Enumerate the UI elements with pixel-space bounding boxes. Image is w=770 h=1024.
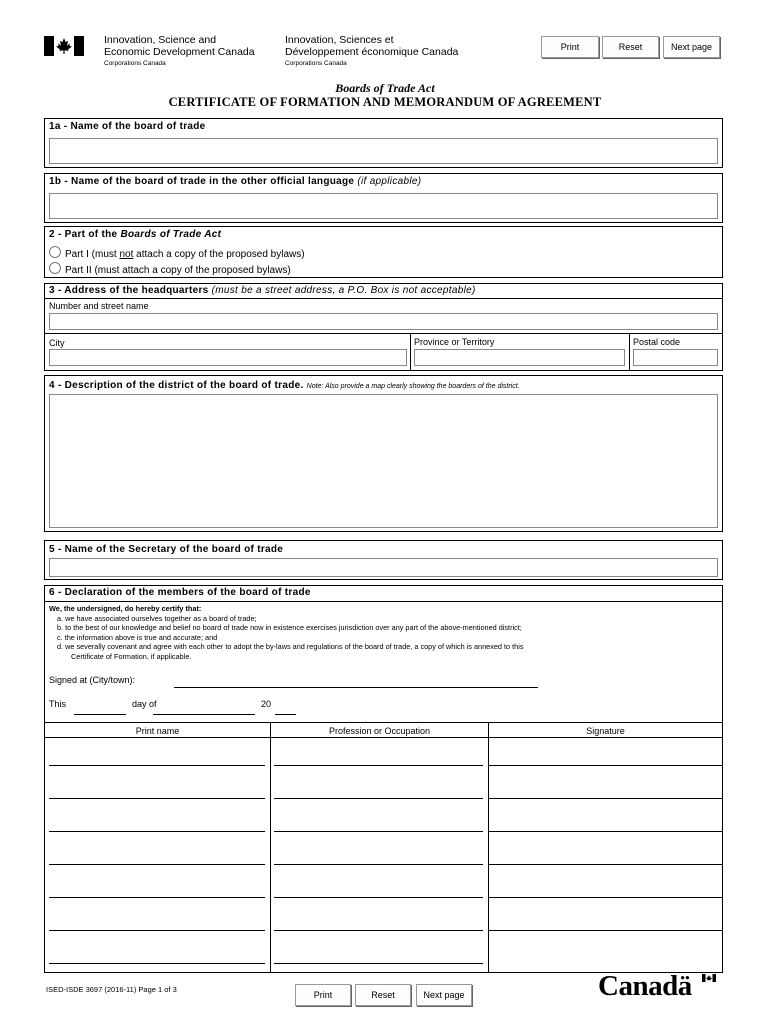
form-identifier: ISED-ISDE 3697 (2016-11) Page 1 of 3 [46,985,177,994]
column-header-signature: Signature [586,726,625,736]
section-4 [44,375,723,532]
canada-wordmark-text: Canadä [598,970,692,1002]
table-header-divider [45,737,722,738]
part-one-label-not: not [119,249,134,260]
part-one-label-a: Part I (must [65,249,120,260]
province-postal-divider [629,333,630,370]
postal-code-label: Postal code [633,337,681,347]
year-field[interactable] [275,714,296,715]
declaration-d2: Certificate of Formation, if applicable. [71,651,192,661]
month-field[interactable] [153,714,255,715]
occupation-field-3[interactable] [274,831,483,832]
table-col-divider-1 [270,722,271,972]
section-4-note: Note: Also provide a map clearly showing the boarders of the district. [306,383,520,390]
secretary-name-field[interactable] [49,558,718,577]
department-name-en [104,34,255,68]
section-2-title: 2 - Part of the [49,229,121,240]
reset-button[interactable]: Reset [602,36,659,58]
declaration-intro: We, the undersigned, do hereby certify that: [49,604,202,613]
district-description-field[interactable] [49,394,718,528]
section-5 [44,540,723,580]
section-1b-title: 1b - Name of the board of trade in the other official language [49,176,355,187]
signature-row-divider-6[interactable] [488,930,722,931]
section-4-title: 4 - Description of the district of the board of trade. [49,380,304,391]
city-label: City [49,338,65,348]
signature-row-divider-3[interactable] [488,831,722,832]
section-1b [44,173,723,223]
city-field[interactable] [49,349,407,366]
street-label: Number and street name [49,301,149,311]
occupation-field-5[interactable] [274,897,483,898]
print-name-field-1[interactable] [49,765,265,766]
dept-fr-sub: Corporations Canada [285,60,347,67]
province-field[interactable] [414,349,625,366]
section-6 [44,585,723,973]
this-label: This [49,699,67,709]
board-name-other-language-field[interactable] [49,193,718,219]
column-header-name: Print name [135,726,180,736]
year-prefix-label: 20 [261,699,272,709]
occupation-field-7[interactable] [274,963,483,964]
table-col-divider-2 [488,722,489,972]
part-two-option[interactable] [49,262,291,276]
section-3 [44,283,723,371]
signed-at-field[interactable] [174,687,538,688]
footer-reset-button[interactable]: Reset [355,984,411,1006]
occupation-field-1[interactable] [274,765,483,766]
print-name-field-7[interactable] [49,963,265,964]
day-field[interactable] [74,714,126,715]
postal-code-field[interactable] [633,349,718,366]
print-name-field-2[interactable] [49,798,265,799]
part-two-radio[interactable] [49,262,61,274]
next-page-button[interactable]: Next page [663,36,720,58]
province-label: Province or Territory [414,337,495,347]
section-2-act: Boards of Trade Act [120,229,222,240]
board-name-field[interactable] [49,138,718,164]
signature-row-divider-2[interactable] [488,798,722,799]
footer-next-page-button[interactable]: Next page [416,984,472,1006]
department-name-fr [285,34,458,68]
table-top-border [45,722,722,723]
section-1b-heading [45,174,722,189]
declaration-d1: d. we severally covenant and agree with each other to adopt the by-laws and regulations of the board of trade, a copy of which is annexed to this [57,642,524,651]
print-name-field-5[interactable] [49,897,265,898]
section-3-divider-2 [45,333,722,334]
dept-en-sub: Corporations Canada [104,60,166,67]
day-of-label: day of [132,699,157,709]
part-one-option[interactable] [49,246,305,260]
column-header-occupation: Profession or Occupation [328,726,431,736]
section-2-heading [45,227,722,242]
section-5-heading: 5 - Name of the Secretary of the board of trade [49,544,284,555]
part-two-label: Part II (must attach a copy of the proposed bylaws) [65,265,291,276]
wordmark-flag-icon [702,974,716,982]
occupation-field-2[interactable] [274,798,483,799]
section-1b-note: (if applicable) [357,176,422,187]
dept-fr-line2: Développement économique Canada [285,46,459,58]
print-name-field-3[interactable] [49,831,265,832]
canada-flag-icon [44,36,84,61]
street-field[interactable] [49,313,718,330]
section-3-title: 3 - Address of the headquarters [49,285,209,296]
section-1a-heading: 1a - Name of the board of trade [49,121,206,132]
declaration-text [49,604,717,661]
section-2 [44,226,723,278]
section-1a [44,118,723,168]
declaration-c: c. the information above is true and accurate; and [57,632,218,642]
part-one-label-c: attach a copy of the proposed bylaws) [133,249,305,260]
section-3-note: (must be a street address, a P.O. Box is not acceptable) [211,285,476,296]
signed-at-label: Signed at (City/town): [49,675,136,685]
declaration-b: b. to the best of our knowledge and belief no board of trade now in existence exercises jurisdiction over any part of the above-mentioned district; [57,623,522,632]
dept-fr-line1: Innovation, Sciences et [285,34,394,46]
signature-row-divider-1[interactable] [488,765,722,766]
city-province-divider [410,333,411,370]
print-name-field-4[interactable] [49,864,265,865]
section-4-heading [45,376,722,393]
occupation-field-4[interactable] [274,864,483,865]
section-6-heading: 6 - Declaration of the members of the board of trade [49,587,311,598]
declaration-a: a. we have associated ourselves together as a board of trade; [57,613,257,623]
section-3-divider [45,298,722,299]
canada-wordmark [598,970,692,1003]
dept-en-line2: Economic Development Canada [104,46,255,58]
signature-row-divider-4[interactable] [488,864,722,865]
occupation-field-6[interactable] [274,930,483,931]
signature-row-divider-5[interactable] [488,897,722,898]
print-name-field-6[interactable] [49,930,265,931]
act-title: Boards of Trade Act [335,81,435,95]
section-6-divider [45,601,722,602]
section-3-heading [45,284,722,298]
print-button[interactable]: Print [541,36,599,58]
dept-en-line1: Innovation, Science and [104,34,217,46]
footer-print-button[interactable]: Print [295,984,351,1006]
part-one-radio[interactable] [49,246,61,258]
form-title: CERTIFICATE OF FORMATION AND MEMORANDUM OF AGREEMENT [168,95,602,109]
